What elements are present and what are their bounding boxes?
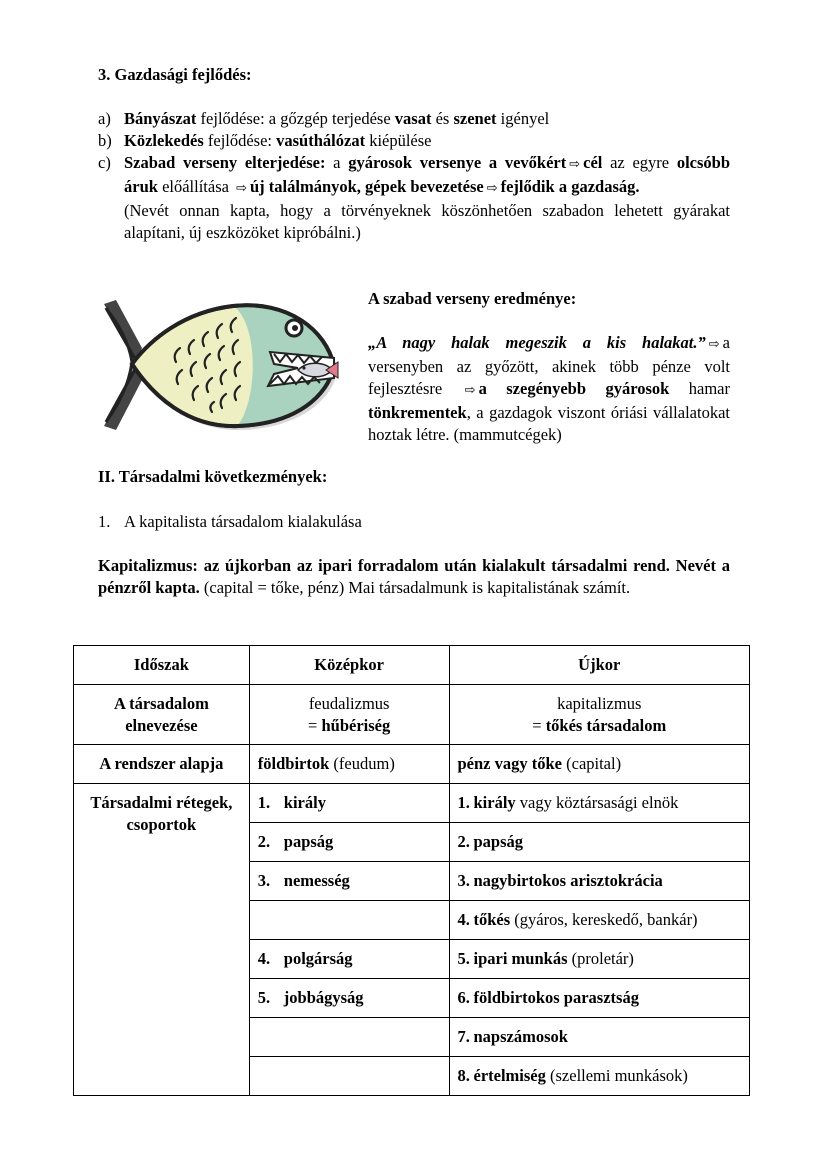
big-fish-eating-small-fish-illustration <box>98 292 340 434</box>
cell-layer-middle <box>249 979 449 1018</box>
header-period: Időszak <box>74 646 250 685</box>
list-marker: a) <box>98 109 111 128</box>
layer-name: papság <box>473 832 524 851</box>
layer-number: 3. <box>257 871 271 890</box>
text-fragment: (capital = tőke, pénz) Mai társadalmunk is kapitalistának számít. <box>199 578 631 597</box>
cell-layer-middle <box>249 823 449 862</box>
capitalism-definition <box>98 555 730 599</box>
list-marker: 1. <box>98 512 111 531</box>
layer-number: 2. <box>457 832 470 851</box>
cell-layer-modern <box>449 940 750 979</box>
row-label-naming: A társadalom elnevezése <box>74 685 250 745</box>
text-fragment: a <box>325 153 349 172</box>
layer-note: (szellemi munkások) <box>545 1066 688 1085</box>
text-fragment-bold: fejlődik a gazdaság. <box>500 177 640 196</box>
layer-number: 1. <box>257 793 271 812</box>
cell-layer-middle-empty <box>249 1018 449 1057</box>
text-fragment: , a gazdagok viszont óriási vállalatokat hoztak létre. (mammutcégek) <box>368 403 730 444</box>
list-item-a <box>98 108 730 130</box>
cell-layer-middle-empty <box>249 901 449 940</box>
arrow-right-icon: ⇨ <box>569 157 581 172</box>
text-fragment: kiépülése <box>365 131 432 150</box>
cell-layer-modern <box>449 784 750 823</box>
cell-text-bold: tőkés társadalom <box>545 715 667 735</box>
cell-layer-modern <box>449 1018 750 1057</box>
layer-number: 3. <box>457 871 470 890</box>
arrow-right-icon: ⇨ <box>708 337 720 352</box>
layer-number: 8. <box>457 1066 470 1085</box>
cell-layer-modern <box>449 823 750 862</box>
text-fragment-bold: vasúthálózat <box>276 131 366 150</box>
free-competition-title: A szabad verseny eredménye: <box>368 289 577 308</box>
cell-layer-middle <box>249 940 449 979</box>
list-item-text <box>124 109 549 128</box>
cell-text: = <box>308 715 322 735</box>
list-item-text <box>124 153 730 196</box>
layer-number: 7. <box>457 1027 470 1046</box>
cell-naming-middle <box>249 685 449 745</box>
table-row-basis <box>74 745 750 784</box>
layer-name: polgárság <box>283 949 353 968</box>
list-item-text <box>124 131 432 150</box>
cell-text-bold: pénz vagy tőke <box>457 754 562 773</box>
arrow-right-icon: ⇨ <box>236 181 247 196</box>
cell-text: = <box>532 715 546 735</box>
layer-note: (proletár) <box>567 949 634 968</box>
table-row-naming <box>74 685 750 745</box>
layer-name: ipari munkás <box>473 949 568 968</box>
text-fragment: fejlődése: <box>203 131 277 150</box>
layer-note: vagy köztársasági elnök <box>515 793 679 812</box>
list-marker: c) <box>98 153 111 172</box>
cell-text: (feudum) <box>329 754 395 773</box>
layer-number: 2. <box>257 832 271 851</box>
layer-name: napszámosok <box>473 1027 568 1046</box>
text-fragment: fejlődése: a gőzgép terjedése <box>196 109 395 128</box>
table-row-layer <box>74 784 750 823</box>
table-header-row <box>74 646 750 685</box>
list-marker: b) <box>98 131 112 150</box>
layer-name: földbirtokos parasztság <box>473 988 639 1007</box>
free-competition-block <box>368 288 730 446</box>
cell-layer-modern <box>449 862 750 901</box>
cell-text: feudalizmus <box>308 693 390 713</box>
layer-name: értelmiség <box>473 1066 546 1085</box>
text-fragment: igényel <box>496 109 550 128</box>
cell-text-bold: földbirtok <box>257 754 330 773</box>
text-fragment-bold: új találmányok, gépek bevezetése <box>249 177 484 196</box>
layer-number: 1. <box>457 793 470 812</box>
header-modern-age: Újkor <box>449 646 750 685</box>
arrow-right-icon: ⇨ <box>464 383 476 398</box>
text-fragment: hamar <box>669 379 730 398</box>
list-item-text: A kapitalista társadalom kialakulása <box>124 512 362 531</box>
list-item-c <box>98 152 730 244</box>
comparison-table <box>73 645 750 1096</box>
text-fragment-bold: Közlekedés <box>124 131 204 150</box>
cell-layer-middle-empty <box>249 1057 449 1096</box>
text-fragment-bold: szenet <box>453 109 497 128</box>
layer-name: papság <box>283 832 334 851</box>
row-label-basis: A rendszer alapja <box>74 745 250 784</box>
layer-name: király <box>283 793 326 812</box>
layer-name: jobbágyság <box>283 988 364 1007</box>
layer-number: 6. <box>457 988 470 1007</box>
text-fragment-bold: vasat <box>394 109 432 128</box>
section-heading: 3. Gazdasági fejlődés: <box>98 65 252 84</box>
text-fragment-bold: Szabad verseny elterjedése: <box>124 153 326 172</box>
list-item-b <box>98 130 730 152</box>
layer-number: 5. <box>257 988 271 1007</box>
cell-layer-modern <box>449 1057 750 1096</box>
layer-number: 4. <box>457 910 470 929</box>
capitalism-definition-text <box>98 556 730 597</box>
cell-basis-modern <box>449 745 750 784</box>
text-fragment-bold: cél <box>583 153 603 172</box>
text-fragment-bold: olcsóbb áruk <box>124 153 730 196</box>
layer-number: 4. <box>257 949 271 968</box>
text-fragment: és <box>431 109 454 128</box>
list-item-note: (Nevét onnan kapta, hogy a törvényeknek köszönhetően szabadon lehetett gyárakat alapítani, új eszközöket kipróbálni.) <box>124 201 730 242</box>
cell-basis-middle <box>249 745 449 784</box>
text-fragment: a versenyben az győzött, akinek több pénze volt fejlesztésre <box>368 333 730 398</box>
layer-note: (gyáros, kereskedő, bankár) <box>510 910 698 929</box>
text-fragment-bold: Bányászat <box>124 109 197 128</box>
row-label-social-layers: Társadalmi rétegek, csoportok <box>74 784 250 1096</box>
layer-name: nagybirtokos arisztokrácia <box>473 871 663 890</box>
layer-name: nemesség <box>283 871 350 890</box>
text-fragment: előállítása <box>157 177 234 196</box>
cell-layer-modern <box>449 979 750 1018</box>
social-consequences-heading: II. Társadalmi következmények: <box>98 467 328 486</box>
layer-name: király <box>473 793 516 812</box>
cell-layer-modern <box>449 901 750 940</box>
text-fragment-bold: Kapitalizmus: az újkorban az ipari forradalom után kialakult társadalmi rend. Nevét a pénzről kapta. <box>98 556 730 597</box>
layer-number: 5. <box>457 949 470 968</box>
cell-text: kapitalizmus <box>557 693 642 713</box>
free-competition-text <box>368 333 730 444</box>
header-middle-ages: Középkor <box>249 646 449 685</box>
text-fragment-bold: tönkrementek <box>368 403 467 422</box>
layer-name: tőkés <box>473 910 511 929</box>
text-fragment: az egyre <box>602 153 677 172</box>
cell-naming-modern <box>449 685 750 745</box>
arrow-right-icon: ⇨ <box>486 181 498 196</box>
cell-layer-middle <box>249 784 449 823</box>
text-fragment-bold: a szegényebb gyárosok <box>478 379 670 398</box>
cell-text: (capital) <box>562 754 622 773</box>
cell-text-bold: hűbériség <box>321 715 391 735</box>
text-fragment-bold: „A nagy halak megeszik a kis halakat.” <box>368 333 706 352</box>
text-fragment-bold: gyárosok versenye a vevőkért <box>348 153 567 172</box>
cell-layer-middle <box>249 862 449 901</box>
numbered-list-item <box>98 511 362 533</box>
